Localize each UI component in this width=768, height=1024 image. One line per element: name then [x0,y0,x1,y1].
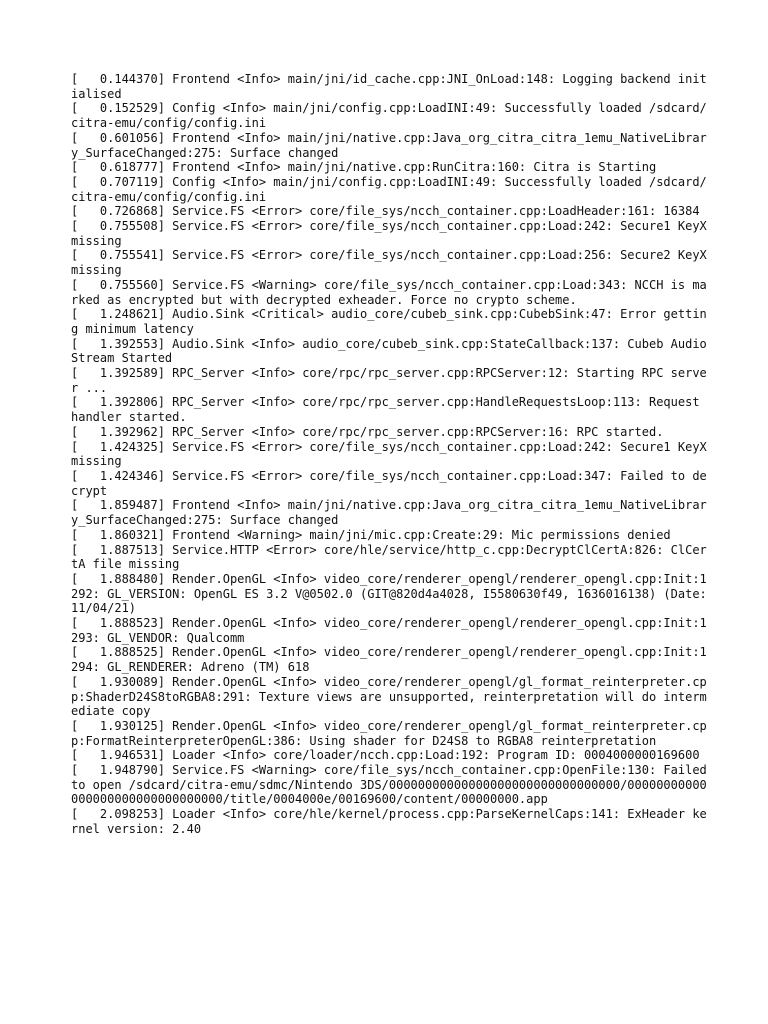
log-line: [ 1.248621] Audio.Sink <Critical> audio_core/cubeb_sink.cpp:CubebSink:47: Error getting minimum latency [71,307,707,336]
log-line: [ 1.888480] Render.OpenGL <Info> video_core/renderer_opengl/renderer_opengl.cpp:Init:1292: GL_VERSION: OpenGL ES 3.2 V@0502.0 (GIT@820d4a4028, I5580630f49, 1636016138) (Date:11/04/21) [71,571,707,616]
log-line: [ 0.152529] Config <Info> main/jni/config.cpp:LoadINI:49: Successfully loaded /sdcard/citra-emu/config/config.ini [71,101,707,131]
log-output [71,72,714,837]
log-line: [ 1.930089] Render.OpenGL <Info> video_core/renderer_opengl/gl_format_reinterpreter.cpp:ShaderD24S8toRGBA8:291: Texture views are unsupported, reinterpretation will do intermediate copy [71,674,707,719]
log-line: [ 1.887513] Service.HTTP <Error> core/hle/service/http_c.cpp:DecryptClCertA:826: ClCertA file missing [71,542,707,572]
log-line: [ 1.860321] Frontend <Warning> main/jni/mic.cpp:Create:29: Mic permissions denied [71,527,671,542]
log-line: [ 2.098253] Loader <Info> core/hle/kernel/process.cpp:ParseKernelCaps:141: ExHeader kernel version: 2.40 [71,807,707,836]
log-line: [ 1.888525] Render.OpenGL <Info> video_core/renderer_opengl/renderer_opengl.cpp:Init:1294: GL_RENDERER: Adreno (TM) 618 [71,645,707,675]
log-line: [ 0.707119] Config <Info> main/jni/config.cpp:LoadINI:49: Successfully loaded /sdcard/citra-emu/config/config.ini [71,174,707,204]
log-line: [ 1.888523] Render.OpenGL <Info> video_core/renderer_opengl/renderer_opengl.cpp:Init:1293: GL_VENDOR: Qualcomm [71,616,707,645]
log-line: [ 0.755541] Service.FS <Error> core/file_sys/ncch_container.cpp:Load:256: Secure2 KeyX missing [71,248,714,278]
log-line: [ 1.930125] Render.OpenGL <Info> video_core/renderer_opengl/gl_format_reinterpreter.cpp:FormatReinterpreterOpenGL:386: Using shader for D24S8 to RGBA8 reinterpretation [71,718,707,748]
log-line: [ 1.859487] Frontend <Info> main/jni/native.cpp:Java_org_citra_citra_1emu_NativeLibrary_SurfaceChanged:275: Surface changed [71,498,707,528]
log-line: [ 1.392553] Audio.Sink <Info> audio_core/cubeb_sink.cpp:StateCallback:137: Cubeb Audio Stream Started [71,336,714,366]
log-line: [ 1.392589] RPC_Server <Info> core/rpc/rpc_server.cpp:RPCServer:12: Starting RPC server ... [71,366,707,395]
log-line: [ 0.755508] Service.FS <Error> core/file_sys/ncch_container.cpp:Load:242: Secure1 KeyX missing [71,219,714,248]
log-line: [ 1.424325] Service.FS <Error> core/file_sys/ncch_container.cpp:Load:242: Secure1 KeyX missing [71,439,714,469]
log-line: [ 1.424346] Service.FS <Error> core/file_sys/ncch_container.cpp:Load:347: Failed to decrypt [71,468,707,498]
log-line: [ 0.144370] Frontend <Info> main/jni/id_cache.cpp:JNI_OnLoad:148: Logging backend initialised [71,72,707,101]
log-line: [ 1.948790] Service.FS <Warning> core/file_sys/ncch_container.cpp:OpenFile:130: Failed to open /sdcard/citra-emu/sdmc/Nintendo 3DS/00000000000000000000000000000000/00000000000000000000000000000000/title/0004000e/00169600/content/00000000.app [71,763,714,807]
log-line: [ 0.618777] Frontend <Info> main/jni/native.cpp:RunCitra:160: Citra is Starting [71,160,657,175]
log-line: [ 1.392806] RPC_Server <Info> core/rpc/rpc_server.cpp:HandleRequestsLoop:113: Request handler started. [71,395,707,425]
log-line: [ 0.601056] Frontend <Info> main/jni/native.cpp:Java_org_citra_citra_1emu_NativeLibrary_SurfaceChanged:275: Surface changed [71,130,707,160]
log-line: [ 0.755560] Service.FS <Warning> core/file_sys/ncch_container.cpp:Load:343: NCCH is marked as encrypted but with decrypted exheader. Force no crypto scheme. [71,277,707,307]
log-line: [ 1.392962] RPC_Server <Info> core/rpc/rpc_server.cpp:RPCServer:16: RPC started. [71,424,664,439]
log-line: [ 1.946531] Loader <Info> core/loader/ncch.cpp:Load:192: Program ID: 0004000000169600 [71,748,700,763]
log-line: [ 0.726868] Service.FS <Error> core/file_sys/ncch_container.cpp:LoadHeader:161: 16384 [71,204,700,219]
